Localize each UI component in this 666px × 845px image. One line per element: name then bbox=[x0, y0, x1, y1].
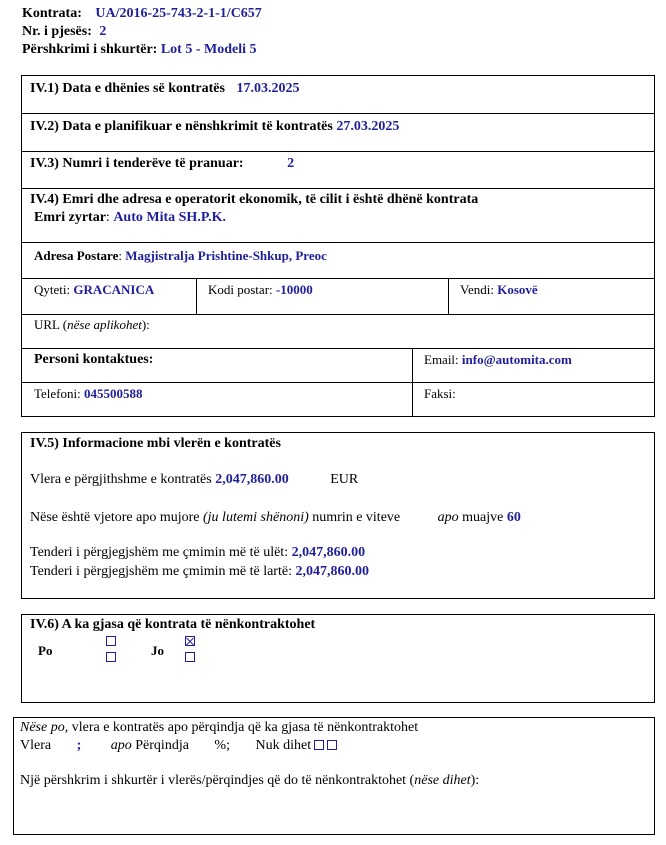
phone-label: Telefoni: bbox=[34, 386, 81, 401]
period-value: 60 bbox=[506, 510, 521, 525]
section-iv4-title: IV.4) Emri dhe adresa e operatorit ekonomik, të cilit i është dhënë kontrata bbox=[30, 192, 479, 207]
short-desc-value: Lot 5 - Modeli 5 bbox=[160, 42, 257, 57]
email-label: Email: bbox=[424, 352, 459, 367]
part-number: 2 bbox=[99, 24, 107, 39]
section-iv3 bbox=[30, 156, 294, 172]
lowest-tender-label: Tenderi i përgjegjshëm me çmimin më të ulët: bbox=[30, 545, 289, 560]
award-date-label: IV.1) Data e dhënies së kontratës bbox=[30, 81, 225, 96]
highest-tender-label: Tenderi i përgjegjshëm me çmimin më të lartë: bbox=[30, 564, 292, 579]
official-name-label: Emri zyrtar bbox=[34, 210, 106, 225]
contract-number: UA/2016-25-743-2-1-1/C657 bbox=[95, 6, 262, 21]
signing-date-value: 27.03.2025 bbox=[336, 119, 400, 134]
highest-tender-row bbox=[30, 564, 369, 580]
no-label: Jo bbox=[151, 643, 164, 658]
subcontract-desc-row: Një përshkrim i shkurtër i vlerës/përqindjes që do të nënkontraktohet (nëse dihet): bbox=[20, 773, 480, 788]
postal-address-value: Magjistralja Prishtine-Shkup, Preoc bbox=[125, 248, 327, 263]
email-value: info@automita.com bbox=[461, 352, 572, 367]
highest-tender-value: 2,047,860.00 bbox=[295, 564, 369, 579]
lowest-tender-value: 2,047,860.00 bbox=[291, 545, 366, 560]
yes-checkbox-top[interactable] bbox=[106, 636, 116, 646]
section-iv2 bbox=[30, 119, 399, 135]
unknown-label: Nuk dihet bbox=[255, 738, 312, 753]
no-checkbox-checked[interactable] bbox=[185, 636, 195, 646]
subcontract-details bbox=[13, 717, 655, 835]
unknown-checkbox[interactable] bbox=[314, 740, 324, 750]
section-iv6-title: IV.6) A ka gjasa që kontrata të nënkontraktohet bbox=[30, 617, 316, 632]
contract-value-section bbox=[21, 432, 655, 599]
contract-label: Kontrata: bbox=[22, 6, 82, 21]
postal-code-label: Kodi postar: bbox=[208, 282, 273, 297]
signing-date-label: IV.2) Data e planifikuar e nënshkrimit të kontratës bbox=[30, 119, 333, 134]
country-cell bbox=[460, 282, 538, 298]
country-value: Kosovë bbox=[497, 282, 538, 297]
total-value-row bbox=[30, 472, 358, 488]
official-name-value: Auto Mita SH.P.K. bbox=[113, 210, 226, 225]
tenders-count-label: IV.3) Numri i tenderëve të pranuar: bbox=[30, 156, 244, 171]
period-note: (ju lutemi shënoni) bbox=[203, 510, 309, 525]
postal-address-row: Adresa Postare: Magjistralja Prishtine-Shkup, Preoc bbox=[34, 248, 327, 263]
subcontract-value-label: Vlera bbox=[20, 738, 52, 753]
period-row: Nëse është vjetore apo mujore (ju lutemi shënoni) numrin e viteve apo muajve 60 bbox=[30, 510, 521, 525]
url-row: URL (nëse aplikohet): bbox=[34, 317, 150, 332]
short-desc-label: Përshkrimi i shkurtër: bbox=[22, 42, 158, 57]
country-label: Vendi: bbox=[460, 282, 494, 297]
postal-code-value: -10000 bbox=[275, 282, 313, 297]
city-cell bbox=[34, 282, 154, 298]
award-details-table bbox=[21, 75, 655, 417]
subcontract-value-row: Vlera ; apo Përqindja %; Nuk dihet bbox=[20, 738, 337, 754]
percent-label: Përqindja bbox=[135, 738, 189, 753]
phone-cell bbox=[34, 386, 143, 402]
lowest-tender-row bbox=[30, 545, 365, 561]
email-cell bbox=[424, 352, 572, 368]
currency: EUR bbox=[330, 472, 359, 487]
part-label: Nr. i pjesës: bbox=[22, 24, 92, 39]
yes-checkbox[interactable] bbox=[106, 652, 116, 662]
contract-row bbox=[22, 6, 262, 22]
fax-label: Faksi: bbox=[424, 386, 456, 401]
total-value: 2,047,860.00 bbox=[215, 472, 289, 487]
subcontract-section bbox=[21, 614, 655, 703]
tenders-count-value: 2 bbox=[287, 156, 295, 171]
part-row bbox=[22, 24, 106, 40]
short-desc-row bbox=[22, 42, 256, 58]
city-label: Qyteti: bbox=[34, 282, 71, 297]
unknown-checkbox-2[interactable] bbox=[327, 740, 337, 750]
award-date-value: 17.03.2025 bbox=[236, 81, 300, 96]
city-value: GRACANICA bbox=[73, 282, 155, 297]
total-value-label: Vlera e përgjithshme e kontratës bbox=[30, 472, 212, 487]
section-iv1 bbox=[30, 81, 299, 97]
url-note: nëse aplikohet bbox=[67, 317, 142, 332]
postal-address-label: Adresa Postare bbox=[34, 248, 119, 263]
yes-label: Po bbox=[38, 643, 53, 658]
postal-code-cell bbox=[208, 282, 313, 298]
official-name-row: Emri zyrtar: Auto Mita SH.P.K. bbox=[34, 210, 226, 225]
phone-value: 045500588 bbox=[84, 386, 143, 401]
no-checkbox[interactable] bbox=[185, 652, 195, 662]
subcontract-intro: Nëse po, vlera e kontratës apo përqindja që ka gjasa të nënkontraktohet bbox=[20, 720, 419, 735]
contact-person-label: Personi kontaktues: bbox=[34, 352, 154, 367]
section-iv5-title: IV.5) Informacione mbi vlerën e kontratës bbox=[30, 436, 281, 451]
